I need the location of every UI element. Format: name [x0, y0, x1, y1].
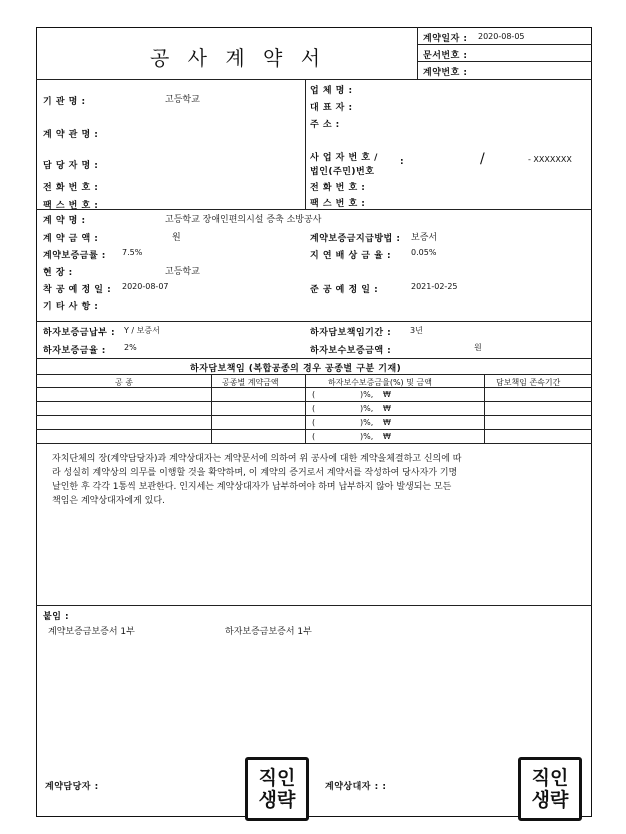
contract-officer-signature-label: 계약담당자 :	[45, 782, 99, 792]
defect-amount-label: 하자보수보증금액 :	[310, 346, 392, 356]
attachments-label: 붙임 :	[43, 612, 70, 622]
contract-date-label: 계약일자 :	[423, 34, 468, 44]
seal-omitted-stamp	[518, 757, 582, 821]
table-row-rate-open: (	[312, 432, 316, 441]
contract-name-value: 고등학교 장애인편의시설 증축 소방공사	[165, 215, 322, 225]
payment-method-label: 계약보증금지급방법 :	[310, 234, 401, 244]
document-no-label: 문서번호 :	[423, 51, 468, 61]
defect-period-label: 하자담보책임기간 :	[310, 328, 392, 338]
table-row-rate-close: )%,	[360, 432, 374, 441]
table-column-line	[211, 374, 212, 443]
section-divider	[36, 79, 592, 80]
representative-label: 대 표 자 :	[310, 103, 353, 113]
table-row-won: ₩	[383, 390, 391, 399]
table-row-rate-open: (	[312, 404, 316, 413]
attachment-item: 하자보증금보증서 1부	[225, 627, 312, 637]
defect-rate-value: 2%	[124, 343, 137, 352]
table-row-rate-open: (	[312, 418, 316, 427]
phone-label: 전 화 번 호 :	[43, 183, 99, 193]
business-no-slash: /	[480, 151, 485, 167]
header-box-line	[417, 44, 592, 45]
start-date-value: 2020-08-07	[122, 282, 169, 291]
counterparty-signature-label: 계약상대자 : :	[325, 782, 387, 792]
table-line	[36, 415, 592, 416]
table-row-rate-close: )%,	[360, 418, 374, 427]
parties-divider	[305, 79, 306, 209]
contract-date-value: 2020-08-05	[478, 32, 525, 41]
body-text-line: 라 성실히 계약상의 의무를 이행할 것을 확약하며, 이 계약의 증거로서 계약서를 작성하여 당사자가 기명	[52, 468, 458, 478]
contract-name-label: 계 약 명 :	[43, 216, 86, 226]
delay-rate-value: 0.05%	[411, 248, 437, 257]
table-line	[36, 374, 592, 375]
table-header-duration: 담보책임 존속기간	[496, 378, 561, 387]
table-row-won: ₩	[383, 418, 391, 427]
stamp-text: 직인	[258, 767, 296, 789]
body-text-line: 자치단체의 장(계약담당자)과 계약상대자는 계약문서에 의하여 위 공사에 대한 계약을체결하고 신의에 따	[52, 454, 462, 464]
stamp-text: 생략	[531, 789, 569, 811]
manager-label: 담 당 자 명 :	[43, 161, 99, 171]
defect-amount-value: 원	[474, 343, 482, 352]
section-divider	[36, 321, 592, 322]
contract-no-label: 계약번호 :	[423, 68, 468, 78]
address-label: 주 소 :	[310, 120, 340, 130]
defect-deposit-value: Y / 보증서	[124, 326, 160, 335]
section-divider	[36, 209, 592, 210]
completion-date-label: 준 공 예 정 일 :	[310, 285, 379, 295]
company-fax-label: 팩 스 번 호 :	[310, 199, 366, 209]
guarantee-rate-label: 계약보증금률 :	[43, 251, 106, 261]
table-column-line	[484, 374, 485, 443]
stamp-text: 직인	[531, 767, 569, 789]
table-column-line	[305, 374, 306, 443]
agency-value: 고등학교	[165, 95, 200, 105]
table-row-rate-close: )%,	[360, 404, 374, 413]
defect-period-value: 3년	[410, 326, 423, 335]
company-phone-label: 전 화 번 호 :	[310, 183, 366, 193]
stamp-text: 생략	[258, 789, 296, 811]
defect-table-caption: 하자담보책임 (복합공종의 경우 공종별 구분 기재)	[190, 364, 402, 374]
table-header-work-type: 공 종	[115, 378, 133, 387]
table-row-rate-close: )%,	[360, 390, 374, 399]
agency-label: 기 관 명 :	[43, 97, 86, 107]
attachment-item: 계약보증금보증서 1부	[48, 627, 135, 637]
delay-rate-label: 지 연 배 상 금 율 :	[310, 251, 392, 261]
contract-officer-label: 계 약 관 명 :	[43, 130, 99, 140]
page-title: 공 사 계 약 서	[150, 46, 327, 70]
header-divider	[417, 27, 418, 79]
guarantee-rate-value: 7.5%	[122, 248, 143, 257]
table-line	[36, 401, 592, 402]
payment-method-value: 보증서	[411, 233, 438, 243]
table-line	[36, 443, 592, 444]
contract-amount-value: 원	[172, 233, 181, 243]
site-label: 현 장 :	[43, 268, 73, 278]
company-label: 업 체 명 :	[310, 86, 353, 96]
header-box-line	[417, 61, 592, 62]
seal-omitted-stamp	[245, 757, 309, 821]
start-date-label: 착 공 예 정 일 :	[43, 285, 112, 295]
table-row-won: ₩	[383, 404, 391, 413]
table-row-won: ₩	[383, 432, 391, 441]
corporate-no-label: 법인(주민)번호	[310, 167, 375, 177]
defect-rate-label: 하자보증금율 :	[43, 346, 106, 356]
table-header-rate-amount: 하자보수보증금율(%) 및 금액	[328, 378, 432, 387]
defect-deposit-label: 하자보증금납부 :	[43, 328, 116, 338]
table-header-work-amount: 공종별 계약금액	[222, 378, 279, 387]
table-row-rate-open: (	[312, 390, 316, 399]
section-divider	[36, 605, 592, 606]
completion-date-value: 2021-02-25	[411, 282, 458, 291]
other-notes-label: 기 타 사 항 :	[43, 302, 99, 312]
body-text-line: 책임은 계약상대자에게 있다.	[52, 496, 165, 506]
business-no-label: 사 업 자 번 호 /	[310, 153, 378, 163]
table-top-line	[36, 358, 592, 359]
contract-amount-label: 계 약 금 액 :	[43, 234, 99, 244]
site-value: 고등학교	[165, 267, 200, 277]
business-no-value: - XXXXXXX	[528, 155, 572, 164]
table-line	[36, 429, 592, 430]
business-no-colon: :	[400, 157, 405, 167]
body-text-line: 날인한 후 각각 1통씩 보관한다. 인지세는 계약상대자가 납부하여야 하며 납부하지 않아 발생되는 모든	[52, 482, 452, 492]
fax-label: 팩 스 번 호 :	[43, 201, 99, 211]
